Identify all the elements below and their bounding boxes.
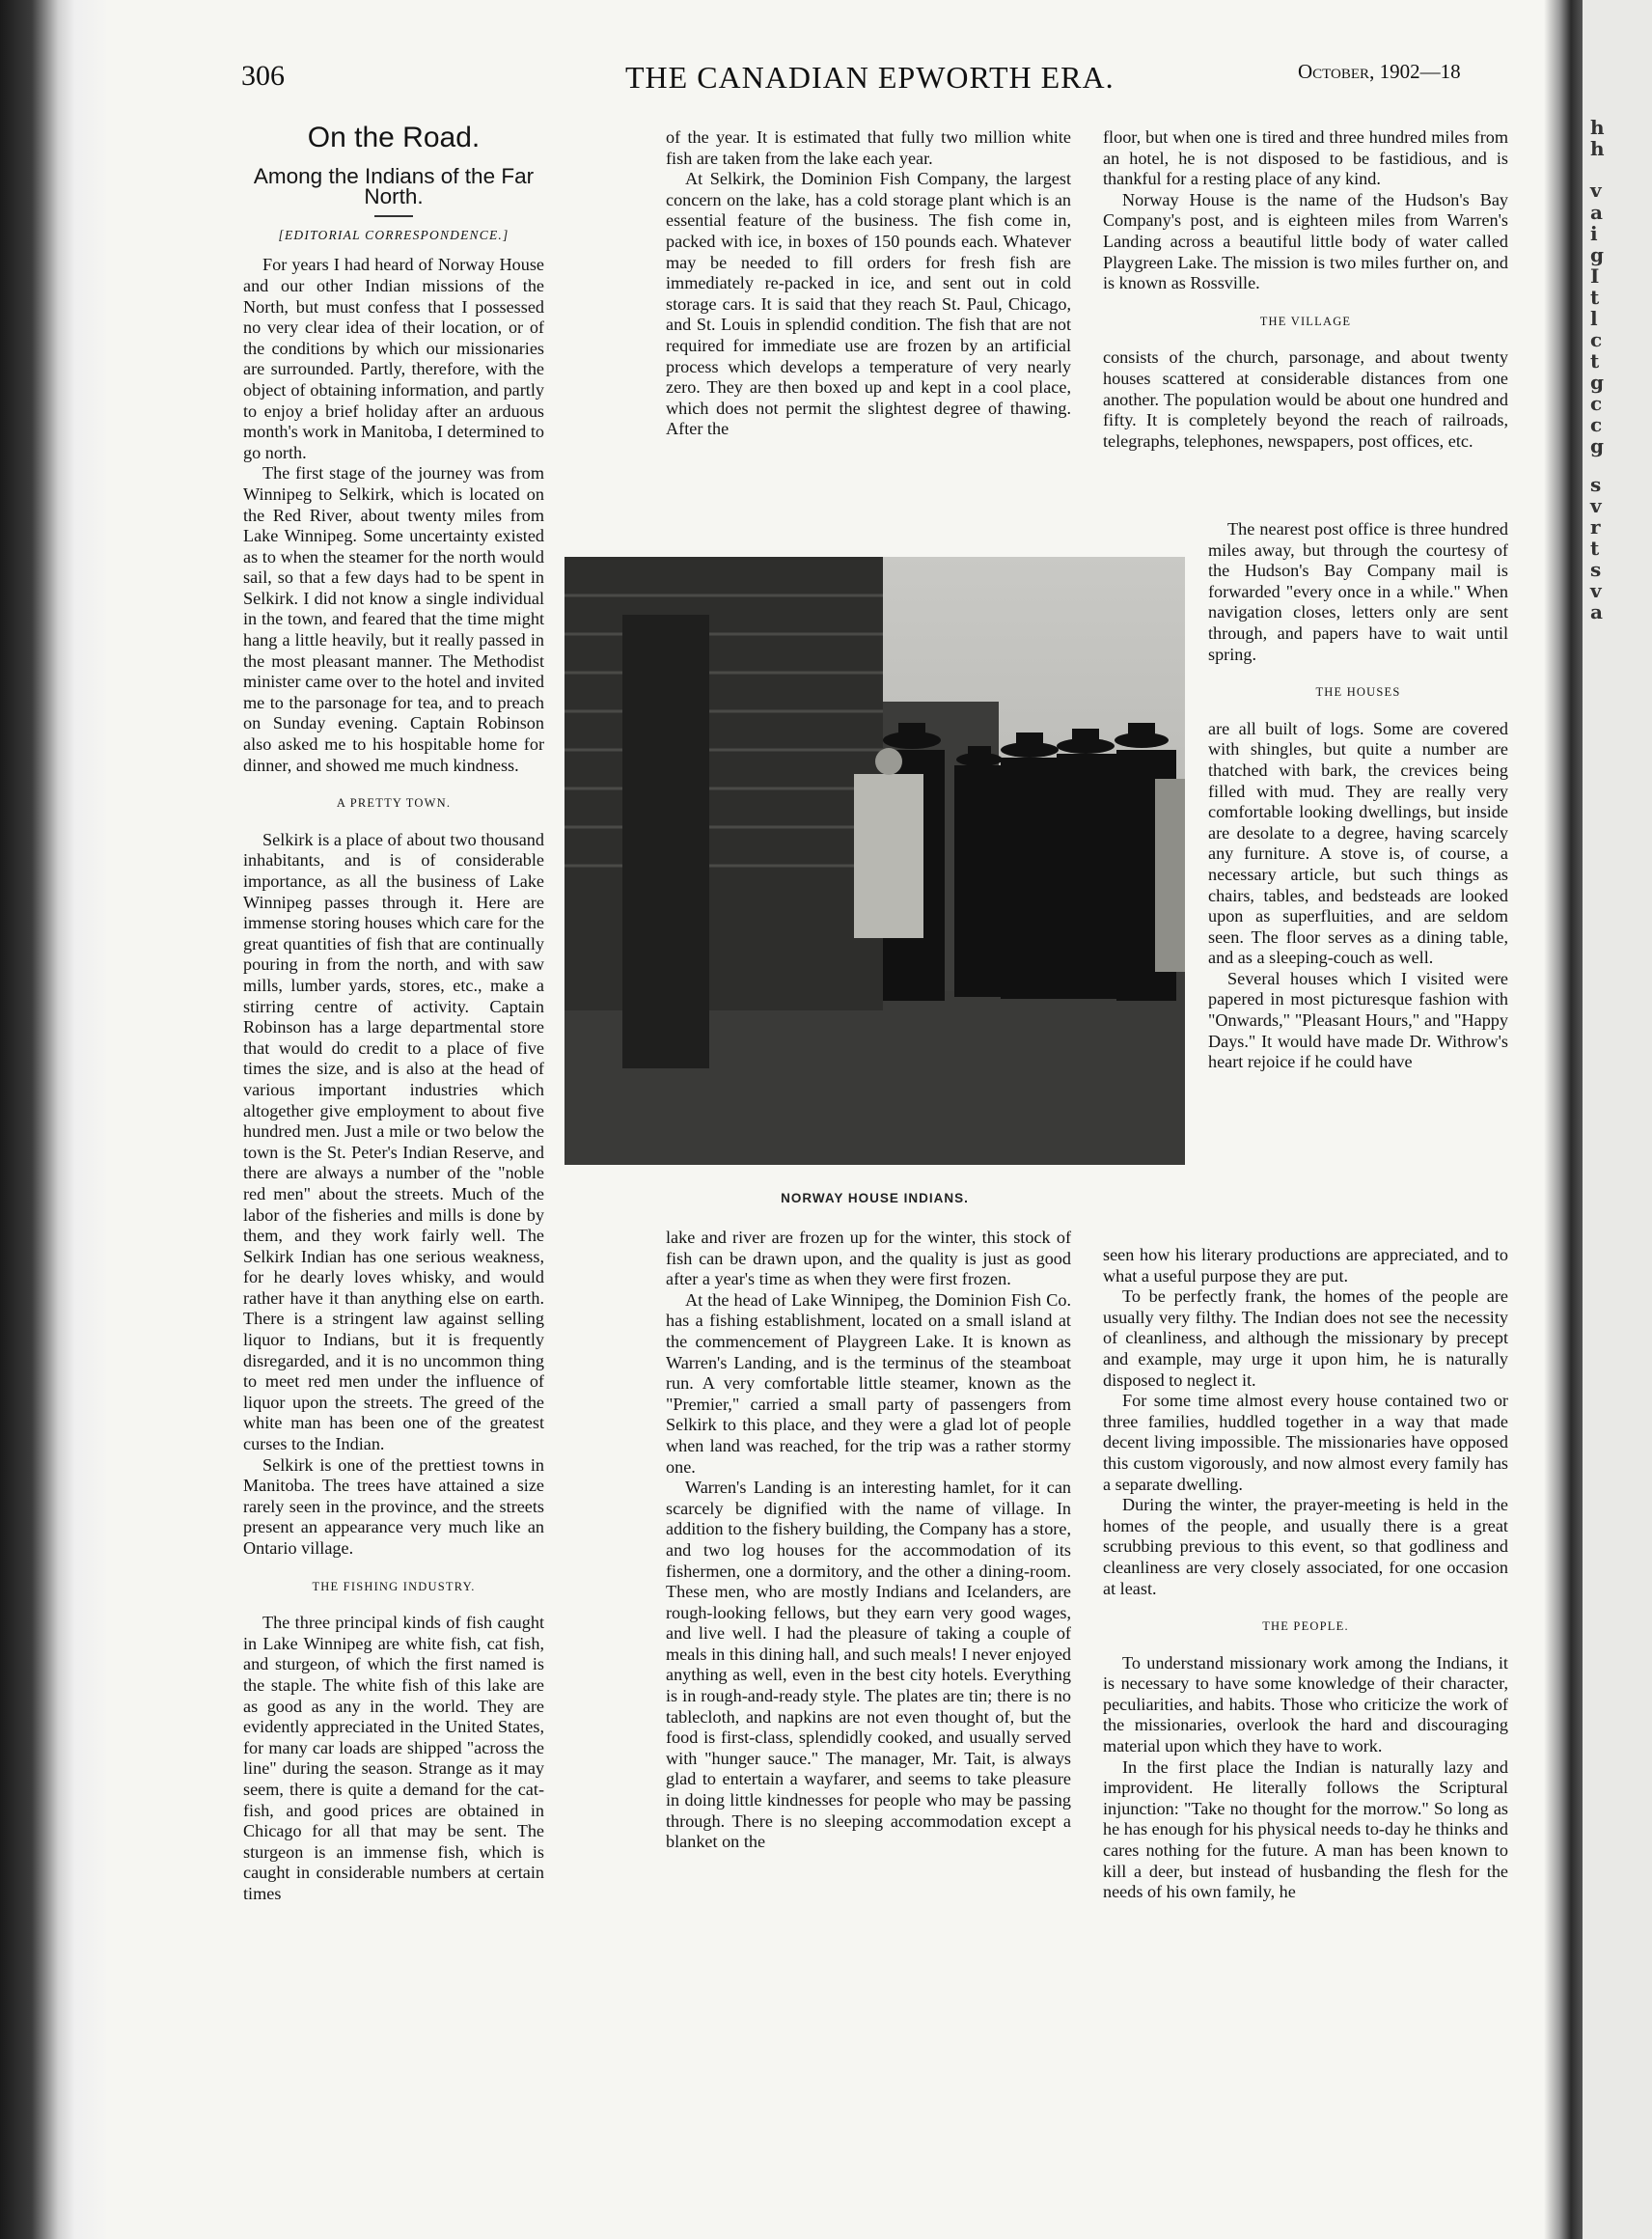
publication-title: THE CANADIAN EPWORTH ERA. — [625, 60, 1115, 95]
paragraph: Warren's Landing is an interesting hamlet, for it can scarcely be dignified with the name of village. In addition to the fishery building, the Company has a store, and two log houses for the accommodation of its fishermen, one a dormitory, and the other a dining-room. These men, who are mostly Indians and Icelanders, are rough-looking fellows, but they earn very good wages, and live well. I had the pleasure of taking a couple of meals in this dining hall, and such meals! I never enjoyed anything as well, even in the best city hotels. Everything is in rough-and-ready style. The plates are tin; there is no tablecloth, and napkins are not even thought of, but the food is first-class, splendidly cooked, and usually served with "hunger sauce." The manager, Mr. Tait, is always glad to entertain a wayfarer, and seems to take pleasure in doing little kindnesses for people who may be passing through. There is no sleeping accommodation except a blanket on the — [666, 1478, 1071, 1852]
column-3-side — [1208, 519, 1508, 1073]
paragraph: lake and river are frozen up for the winter, this stock of fish can be drawn upon, and the quality is just as good after a year's time as when they were first frozen. — [666, 1228, 1071, 1289]
margin-letter: v — [1590, 579, 1602, 602]
paragraph: Norway House is the name of the Hudson's Bay Company's post, and is eighteen miles from Warren's Landing across a beautiful little body of water called Playgreen Lake. The mission is two miles further on, and is known as Rossville. — [1103, 189, 1508, 293]
section-heading: THE VILLAGE — [1259, 314, 1352, 328]
byline: [EDITORIAL CORRESPONDENCE.] — [278, 227, 509, 242]
paragraph: consists of the church, parsonage, and about twenty houses scattered at considerable distances from one another. The population would be about one hundred and fifty. It is completely beyond the reach of railroads, telegraphs, telephones, newspapers, post offices, etc. — [1103, 347, 1508, 451]
paragraph: Several houses which I visited were papered in most picturesque fashion with "Onwards," "Pleasant Hours," and "Happy Days." It would have made Dr. Withrow's heart rejoice if he could have — [1208, 968, 1508, 1072]
margin-letter: r — [1590, 515, 1601, 539]
margin-letter: a — [1590, 600, 1603, 623]
column-2-top — [666, 127, 1071, 440]
column-2-bottom — [666, 1228, 1071, 1853]
paragraph: In the first place the Indian is naturally lazy and improvident. He literally follows the Scriptural injunction: "Take no thought for the morrow." So long as he has enough for his physical needs to-day he thinks and cares nothing for the future. A man has been known to kill a deer, but instead of husbanding the flesh for the needs of his own family, he — [1103, 1756, 1508, 1902]
margin-letter: g — [1590, 434, 1604, 457]
margin-letter: t — [1590, 349, 1600, 373]
title-rule — [374, 215, 413, 217]
margin-letter: a — [1590, 201, 1603, 224]
paragraph: Selkirk is a place of about two thousand inhabitants, and is of considerable importance, as all the business of Lake Winnipeg passes through it. Here are immense storing houses which care for the great quantities of fish that are continually pouring in from the north, and with saw mills, lumber yards, stores, etc., make a stirring centre of activity. Captain Robinson has a large departmental store that would do credit to a place of five times the size, and is also at the head of various important industries which altogether give employment to about five hundred men. Just a mile or two below the town is the St. Peter's Indian Reserve, and there are always a number of the "noble red men" about the streets. Much of the labor of the fisheries and mills is done by them, and they work fairly well. The Selkirk Indian has one serious weakness, for he dearly loves whisky, and would rather have it than anything else on earth. There is a stringent law against selling liquor to Indians, but it is frequently disregarded, and it is no uncommon thing to meet red men under the influence of liquor upon the streets. The greed of the white man has been one of the greatest curses to the Indian. — [243, 829, 544, 1454]
paragraph: floor, but when one is tired and three hundred miles from an hotel, he is not disposed to be fastidious, and is thankful for a resting place of any kind. — [1103, 127, 1508, 189]
margin-letter: c — [1590, 413, 1603, 436]
paragraph: Selkirk is one of the prettiest towns in Manitoba. The trees have attained a size rarely seen in the province, and the streets present an appearance very much like an Ontario village. — [243, 1454, 544, 1558]
page-number: 306 — [241, 60, 285, 92]
margin-letter: s — [1590, 473, 1602, 496]
article-title: On the Road. — [307, 122, 481, 153]
section-heading: THE FISHING INDUSTRY. — [312, 1579, 476, 1593]
article-subtitle: Among the Indians of the Far North. — [253, 163, 535, 209]
column-3-bottom — [1103, 1245, 1508, 1903]
paragraph: The three principal kinds of fish caught in Lake Winnipeg are white fish, cat fish, and sturgeon, of which the first named is the staple. The white fish of this lake are as good as any in the world. They are evidently appreciated in the United States, for many car loads are shipped "across the line" during the season. Strange as it may seem, there is quite a demand for the cat-fish, and good prices are obtained in Chicago for all that may be sent. The sturgeon is an immense fish, which is caught in considerable numbers at certain times — [243, 1613, 544, 1903]
paragraph: To understand missionary work among the Indians, it is necessary to have some knowledge of their character, peculiarities, and habits. Those who criticize the work of the missionaries, overlook the hard and discouraging material upon which they have to work. — [1103, 1652, 1508, 1756]
paragraph: The nearest post office is three hundred miles away, but through the courtesy of the Hudson's Bay Company mail is forwarded "every once in a while." When navigation closes, letters only are sent through, and papers have to wait until spring. — [1208, 519, 1508, 664]
page-gutter — [1544, 0, 1583, 2239]
paragraph: of the year. It is estimated that fully two million white fish are taken from the lake each year. — [666, 127, 1071, 168]
norway-house-indians-photo — [564, 557, 1185, 1165]
column-3-top — [1103, 127, 1508, 452]
margin-letter: t — [1590, 537, 1600, 560]
margin-letter: t — [1590, 286, 1600, 309]
paragraph: are all built of logs. Some are covered with shingles, but quite a number are thatched with bark, the crevices being filled with mud. They are really very comfortable looking dwellings, but inside are desolate to a degree, having scarcely any furniture. A stove is, of course, a necessary article, but such things as chairs, tables, and bedsteads are looked upon as superfluities, and are seldom seen. The floor serves as a dining table, and as a sleeping-couch as well. — [1208, 718, 1508, 968]
paragraph: seen how his literary productions are appreciated, and to what a useful purpose they are put. — [1103, 1245, 1508, 1285]
margin-letter: h — [1590, 137, 1605, 160]
margin-letter: v — [1590, 494, 1602, 517]
book-binding — [0, 0, 106, 2239]
photo-caption: NORWAY HOUSE INDIANS. — [781, 1191, 969, 1205]
paragraph: At the head of Lake Winnipeg, the Dominion Fish Co. has a fishing establishment, located on a small island at the commencement of Playgreen Lake. It is known as Warren's Landing, and is the terminus of the steamboat run. A very comfortable little steamer, known as the "Premier," carried a small party of passengers from Selkirk to this place, and they were a glad lot of people when land was reached, for the trip was a rather stormy one. — [666, 1289, 1071, 1477]
column-1 — [243, 122, 544, 1905]
margin-letter: l — [1590, 307, 1598, 330]
paragraph: For years I had heard of Norway House and our other Indian missions of the North, but must confess that I possessed no very clear idea of their location, or of the conditions by which our missionaries are surrounded. Partly, therefore, with the object of obtaining information, and partly to enjoy a brief holiday after an arduous month's work in Manitoba, I determined to go north. — [243, 255, 544, 462]
margin-letter: s — [1590, 558, 1602, 581]
margin-letter: i — [1590, 222, 1598, 245]
issue-date: October, 1902—18 — [1298, 60, 1461, 83]
next-page-edge — [1583, 0, 1652, 2239]
paragraph: The first stage of the journey was from Winnipeg to Selkirk, which is located on the Red River, about twenty miles from Lake Winnipeg. Some uncertainty existed as to when the steamer for the north would sail, so that a few days had to be spent in Selkirk. I did not know a single individual in the town, and feared that the time might hang a little heavily, but it really passed in the most pleasant manner. The Methodist minister came over to the hotel and invited me to the parsonage for tea, and to preach on Sunday evening. Captain Robinson also asked me to his hospitable home for dinner, and showed me much kindness. — [243, 463, 544, 775]
margin-letter: c — [1590, 392, 1603, 415]
margin-letter: h — [1590, 116, 1605, 139]
paragraph: For some time almost every house contained two or three families, huddled together in a way that made decent living impossible. The missionaries have opposed this custom vigorously, and now almost every family has a separate dwelling. — [1103, 1391, 1508, 1494]
margin-letter: I — [1590, 264, 1600, 288]
margin-letter: g — [1590, 371, 1604, 394]
section-heading: THE PEOPLE. — [1262, 1619, 1349, 1634]
paragraph: During the winter, the prayer-meeting is held in the homes of the people, and usually there is a great scrubbing previous to this event, so that godliness and cleanliness are very closely associated, for one occasion at least. — [1103, 1495, 1508, 1598]
margin-letter: g — [1590, 243, 1604, 266]
section-heading: THE HOUSES — [1315, 685, 1401, 700]
paragraph: To be perfectly frank, the homes of the people are usually very filthy. The Indian does not see the necessity of cleanliness, and although the missionary by precept and example, may urge it upon him, he is naturally disposed to neglect it. — [1103, 1286, 1508, 1390]
margin-letter: c — [1590, 328, 1603, 351]
section-heading: A PRETTY TOWN. — [336, 796, 452, 811]
paragraph: At Selkirk, the Dominion Fish Company, the largest concern on the lake, has a cold storage plant which is an essential feature of the business. The fish come in, packed with ice, in boxes of 150 pounds each. Whatever may be needed to fill orders for fresh fish are immediately re-packed in ice, and sent out in cold storage cars. It is said that they reach St. Paul, Chicago, and St. Louis in splendid condition. The fish that are not required for immediate use are frozen by an artificial process which develops a temperature of very nearly zero. They are then boxed up and kept in a cool place, which does not permit the slightest degree of thawing. After the — [666, 169, 1071, 439]
margin-letter: v — [1590, 179, 1602, 202]
